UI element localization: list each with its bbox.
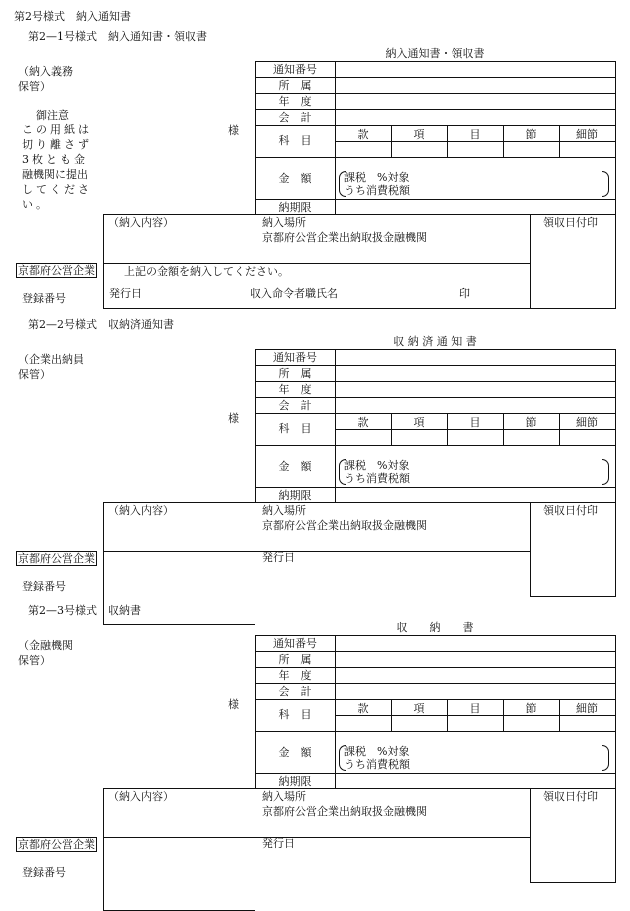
- grid-row-line: [255, 487, 616, 488]
- custody-note-line: 保管）: [18, 80, 51, 93]
- notice-bottom-line: [103, 308, 530, 309]
- subject-subrow-line: [335, 141, 615, 142]
- field-label: 年 度: [278, 95, 312, 108]
- subject-col-header: 項: [413, 416, 425, 429]
- content-label: （納入内容）: [108, 504, 174, 517]
- receipt-stamp-right: [615, 502, 616, 596]
- receipt-stamp-bottom: [530, 308, 616, 309]
- grid-row-line: [255, 788, 616, 789]
- subject-col-header: 款: [357, 128, 369, 141]
- notice-bottom-line: [103, 624, 255, 625]
- form-doc-title: 収 納 書: [396, 621, 474, 634]
- registration-number-label: 登録番号: [22, 580, 66, 593]
- grid-row-line: [255, 773, 616, 774]
- honorific-sama: 様: [228, 698, 239, 711]
- payment-place-value: 京都府公営企業出納取扱金融機関: [262, 519, 427, 532]
- field-label: 科 目: [278, 708, 312, 721]
- consumption-tax-label: うち消費税額: [344, 758, 410, 771]
- subject-col-header: 項: [413, 702, 425, 715]
- subject-col-header: 項: [413, 128, 425, 141]
- payment-place-label: 納入場所: [262, 504, 306, 517]
- field-label: 金 額: [278, 746, 312, 759]
- field-label: 納期限: [278, 201, 312, 214]
- grid-row-line: [255, 635, 616, 636]
- grid-row-line: [255, 109, 616, 110]
- grid-row-line: [255, 61, 616, 62]
- custody-note-line: 保管）: [18, 654, 51, 667]
- payment-place-label: 納入場所: [262, 216, 306, 229]
- payment-place-label: 納入場所: [262, 790, 306, 803]
- honorific-sama: 様: [228, 124, 239, 137]
- grid-row-line: [255, 731, 616, 732]
- field-label: 科 目: [278, 422, 312, 435]
- grid-right-border: [615, 61, 616, 214]
- field-label: 金 額: [278, 172, 312, 185]
- consumption-tax-label: うち消費税額: [344, 184, 410, 197]
- grid-right-border: [615, 635, 616, 788]
- subject-col-header: 目: [469, 128, 481, 141]
- field-label: 通知番号: [273, 351, 317, 364]
- field-label: 年 度: [278, 669, 312, 682]
- subject-col-header: 細節: [576, 128, 598, 141]
- receipt-stamp-label: 領収日付印: [543, 216, 598, 229]
- grid-row-line: [255, 77, 616, 78]
- subject-col-header: 細節: [576, 702, 598, 715]
- grid-row-line: [255, 157, 616, 158]
- notice-left-line: [103, 788, 104, 910]
- consumption-tax-label: うち消費税額: [344, 472, 410, 485]
- content-label: （納入内容）: [108, 216, 174, 229]
- subject-col-header: 款: [357, 702, 369, 715]
- enterprise-name-box: 京都府公営企業: [18, 838, 95, 851]
- field-label: 会 計: [278, 111, 312, 124]
- issuer-name-label: 収入命令者職氏名: [250, 287, 338, 300]
- field-label: 年 度: [278, 383, 312, 396]
- grid-row-line: [255, 699, 616, 700]
- caution-line: してくださ: [22, 183, 92, 196]
- subject-subrow-line: [335, 715, 615, 716]
- grid-row-line: [255, 683, 616, 684]
- grid-row-line: [255, 214, 616, 215]
- content-box-bottom: [103, 263, 530, 264]
- grid-row-line: [255, 397, 616, 398]
- enterprise-name-box: 京都府公営企業: [18, 552, 95, 565]
- receipt-stamp-label: 領収日付印: [543, 790, 598, 803]
- grid-row-line: [255, 413, 616, 414]
- honorific-sama: 様: [228, 412, 239, 425]
- field-label: 納期限: [278, 775, 312, 788]
- subject-col-header: 目: [469, 702, 481, 715]
- page-title: 第2号様式 納入通知書: [14, 10, 131, 23]
- receipt-stamp-bottom: [530, 882, 616, 883]
- form-subtitle: 第2—1号様式 納入通知書・領収書: [28, 30, 207, 43]
- grid-row-line: [255, 93, 616, 94]
- field-label: 会 計: [278, 399, 312, 412]
- receipt-stamp-right: [615, 788, 616, 882]
- grid-row-line: [255, 445, 616, 446]
- custody-note-line: （企業出納員: [18, 353, 84, 366]
- receipt-stamp-left: [530, 214, 531, 308]
- form-subtitle: 第2—3号様式 収納書: [28, 604, 141, 617]
- grid-row-line: [255, 651, 616, 652]
- registration-number-label: 登録番号: [22, 866, 66, 879]
- field-label: 科 目: [278, 134, 312, 147]
- custody-note-line: （納入義務: [18, 65, 73, 78]
- registration-number-label: 登録番号: [22, 292, 66, 305]
- form-doc-title: 納入通知書・領収書: [385, 47, 485, 60]
- tax-target-label: 課税 %対象: [344, 459, 410, 472]
- amount-bracket-right: [602, 745, 609, 771]
- content-box-top: [103, 214, 255, 215]
- field-label: 所 属: [278, 653, 312, 666]
- issue-date-label: 発行日: [109, 287, 142, 300]
- caution-line: 3枚とも金: [22, 153, 88, 166]
- tax-target-label: 課税 %対象: [344, 745, 410, 758]
- caution-line: 切り離さず: [22, 138, 92, 151]
- grid-right-border: [615, 349, 616, 502]
- caution-title: 御注意: [36, 109, 69, 122]
- subject-col-header: 細節: [576, 416, 598, 429]
- subject-col-header: 款: [357, 416, 369, 429]
- grid-row-line: [255, 381, 616, 382]
- issue-date-label: 発行日: [262, 837, 295, 850]
- grid-row-line: [255, 667, 616, 668]
- field-label: 納期限: [278, 489, 312, 502]
- caution-line: 融機関に提出: [22, 168, 88, 181]
- amount-bracket-right: [602, 459, 609, 485]
- form-doc-title: 収 納 済 通 知 書: [393, 335, 477, 348]
- field-label: 所 属: [278, 367, 312, 380]
- subject-subrow-line: [335, 429, 615, 430]
- grid-row-line: [255, 349, 616, 350]
- content-box-left: [103, 214, 104, 264]
- grid-row-line: [255, 125, 616, 126]
- issue-date-label: 発行日: [262, 551, 295, 564]
- subject-col-header: 節: [525, 416, 537, 429]
- amount-bracket-right: [602, 171, 609, 197]
- grid-row-line: [255, 502, 616, 503]
- grid-row-line: [255, 199, 616, 200]
- field-label: 通知番号: [273, 637, 317, 650]
- content-box-top: [103, 788, 255, 789]
- receipt-stamp-label: 領収日付印: [543, 504, 598, 517]
- receipt-stamp-left: [530, 502, 531, 596]
- field-label: 会 計: [278, 685, 312, 698]
- enterprise-name-box: 京都府公営企業: [18, 264, 95, 277]
- seal-mark: 印: [459, 287, 470, 300]
- content-label: （納入内容）: [108, 790, 174, 803]
- custody-note-line: （金融機関: [18, 639, 73, 652]
- caution-line: この用紙は: [22, 123, 92, 136]
- payment-place-value: 京都府公営企業出納取扱金融機関: [262, 231, 427, 244]
- custody-note-line: 保管）: [18, 368, 51, 381]
- subject-col-header: 節: [525, 702, 537, 715]
- content-box-bottom: [103, 837, 530, 838]
- payment-place-value: 京都府公営企業出納取扱金融機関: [262, 805, 427, 818]
- caution-line: い。: [22, 198, 50, 211]
- field-label: 所 属: [278, 79, 312, 92]
- receipt-stamp-bottom: [530, 596, 616, 597]
- content-box-top: [103, 502, 255, 503]
- grid-row-line: [255, 365, 616, 366]
- subject-col-header: 目: [469, 416, 481, 429]
- notice-left-line: [103, 263, 104, 308]
- field-label: 金 額: [278, 460, 312, 473]
- tax-target-label: 課税 %対象: [344, 171, 410, 184]
- receipt-stamp-right: [615, 214, 616, 308]
- payment-request-text: 上記の金額を納入してください。: [124, 265, 289, 278]
- field-label: 通知番号: [273, 63, 317, 76]
- receipt-stamp-left: [530, 788, 531, 882]
- content-box-bottom: [103, 551, 530, 552]
- subject-col-header: 節: [525, 128, 537, 141]
- form-subtitle: 第2—2号様式 収納済通知書: [28, 318, 174, 331]
